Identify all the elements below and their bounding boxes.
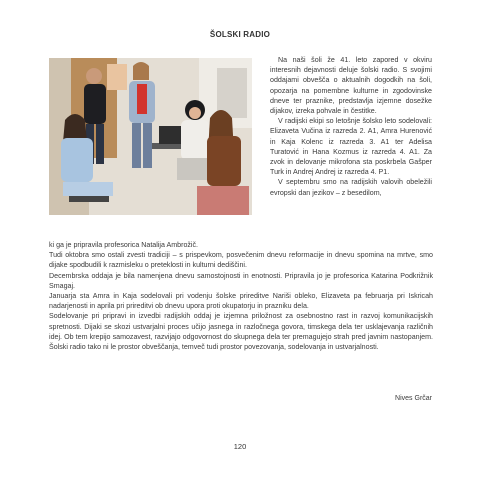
body-paragraph: Januarja sta Amra in Kaja sodelovali pri vodenju šolske prireditve Nariši obleko, Elizaveta pa februarja pri Iskricah nadarjenosti in aprila pri prireditvi ob dnevu upora proti okupatorju in prazniku dela.: [49, 292, 433, 311]
body-paragraph: Decembrska oddaja je bila namenjena dnevu samostojnosti in enotnosti. Pripravila jo je profesorica Katarina Podkrižnik Smagaj.: [49, 271, 433, 290]
body-paragraph: ki ga je pripravila profesorica Natalija Ambrožič.: [49, 241, 199, 249]
side-column-text: [270, 55, 432, 198]
side-paragraph: V septembru smo na radijskih valovih obeležili evropski dan jezikov – z besedilom,: [270, 178, 432, 197]
body-paragraph: Tudi oktobra smo ostali zvesti tradiciji – s prispevkom, posvečenim dnevu reformacije in dnevu spomina na mrtve, smo dijake spodbudili k razmisleku o preteklosti in kulturni dediščini.: [49, 251, 433, 270]
side-paragraph: Na naši šoli že 41. leto zapored v okviru interesnih dejavnosti deluje šolski radio. S svojimi oddajami obvešča o aktualnih dogodkih na šoli, opozarja na pomembne kulturne in zgodovinske dneve ter praznike, predstavlja izjemne dosežke dijakov, izreka pohvale in čestitke.: [270, 56, 432, 116]
side-paragraph: V radijski ekipi so letošnje šolsko leto sodelovali: Elizaveta Vučina iz razreda 2. A1, Amra Hurenović in Kaja Kolenc iz razreda 3. A1 ter Adelisa Turatović in Hana Kozmus iz razreda 4. A1. Za zvok in delovanje mikrofona sta poskrbela Gašper Turk in Andrej Andrej iz razreda 4. P1.: [270, 117, 432, 177]
author-signature: Nives Grčar: [395, 395, 432, 402]
body-paragraph: Sodelovanje pri pripravi in izvedbi radijskih oddaj je izjemna priložnost za osebnostno rast in razvoj komunikacijskih spretnosti. Dijaki se skozi ustvarjalni proces učijo jasnega in razločnega govora, timskega dela ter usklajevanja različnih idej. Ob tem krepijo samozavest, razvijajo odgovornost do skupnega dela ter premagujejo strah pred javnim nastopanjem. Šolski radio tako ni le prostor obveščanja, temveč tudi prostor povezovanja, sodelovanja in ustvarjalnosti.: [49, 312, 433, 352]
body-text: [49, 240, 433, 352]
group-photo: [49, 58, 252, 215]
page-header: ŠOLSKI RADIO: [209, 30, 271, 39]
page-number: 120: [233, 442, 247, 451]
